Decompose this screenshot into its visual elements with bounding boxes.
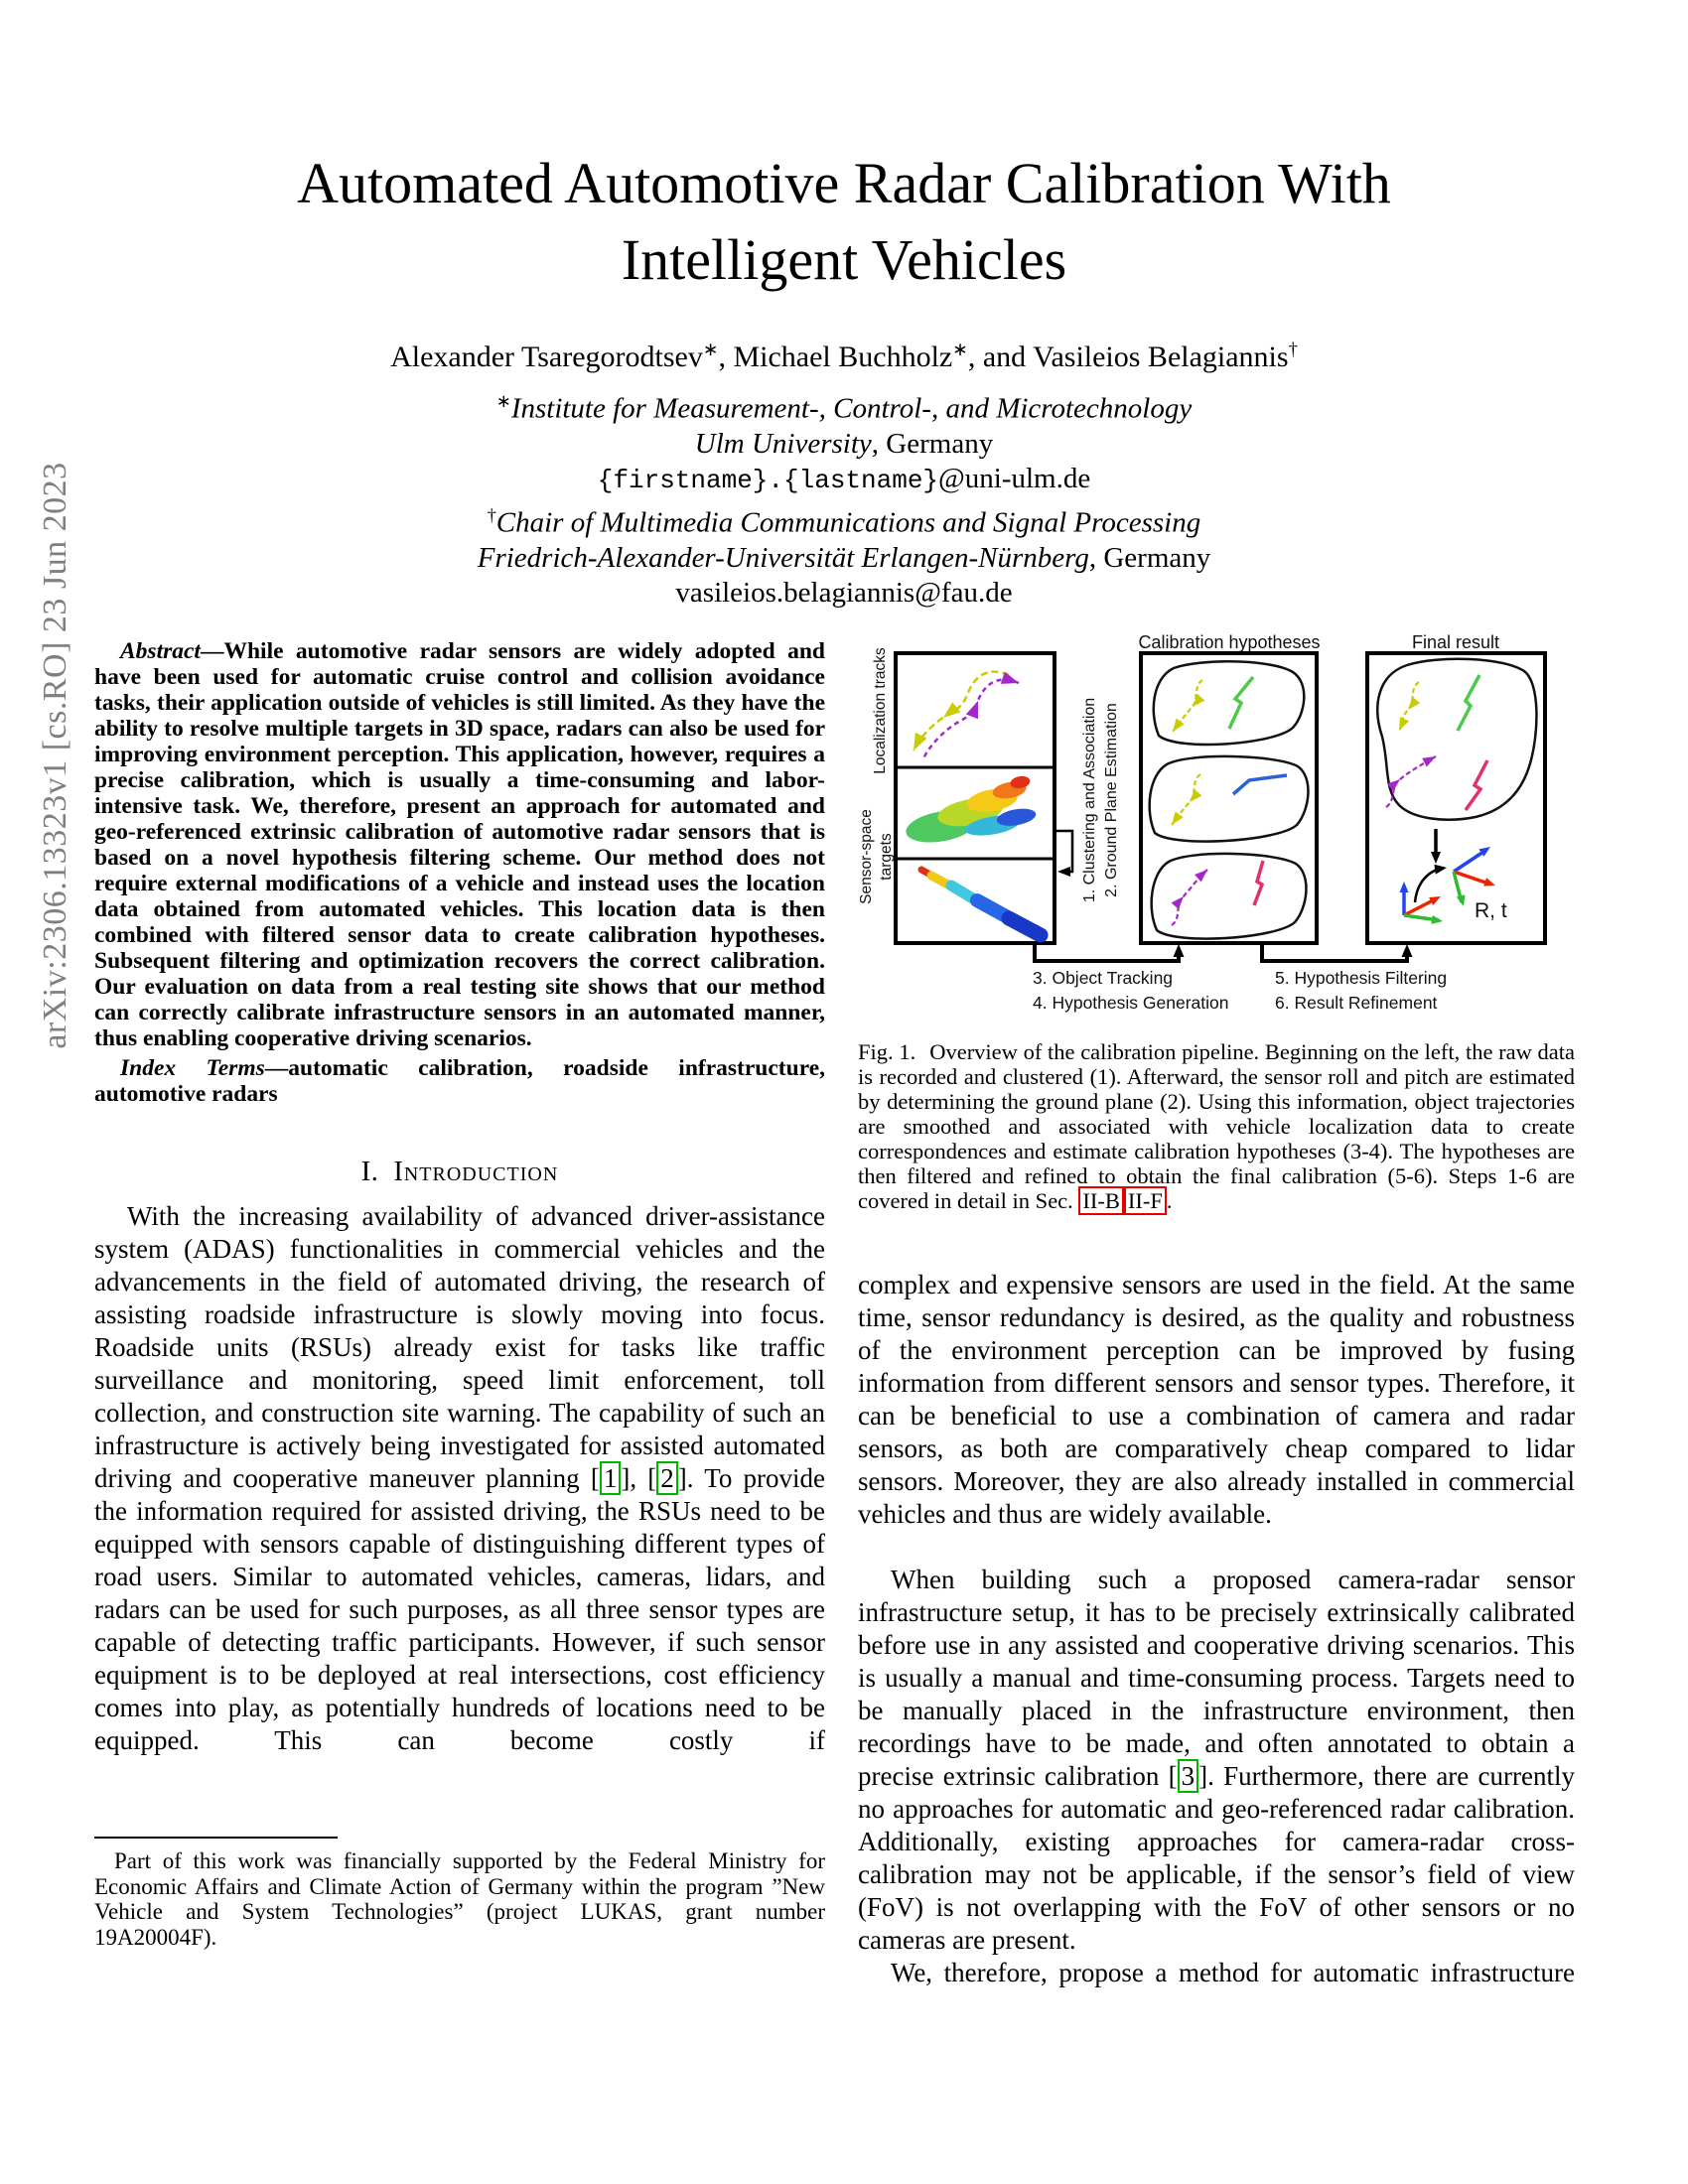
citation-link-2[interactable]: 2 [656,1461,678,1495]
intro-text: With the increasing availability of advanced driver-assistance system (ADAS) functionalities in commercial vehicles and the advancements in the field of automated driving, the research of assisting roadside infrastructure is slowly moving into focus. Roadside units (RSUs) already exist for tasks like traffic surveillance and monitoring, speed limit enforcement, toll collection, and construction site warning. The capability of such an infrastructure is actively being investigated for assisted automated driving and cooperative maneuver planning [ [94,1201,825,1493]
figure-caption-label: Fig. 1. [858,1039,916,1064]
author-name: Michael Buchholz [733,341,953,374]
paper-header [0,145,1688,611]
calibration-pipeline-diagram [858,615,1575,1024]
affiliation-line [0,462,1688,498]
step-1-2-label-line2: 2. Ground Plane Estimation [1103,703,1120,897]
body-text: ]. Furthermore, there are currently no approaches for automatic and geo-referenced radar calibration. Additionally, existing approaches for camera-radar cross-calibration may not be applicable, if the sensor’s field of view (FoV) is not overlapping with the FoV of other sensors or no cameras are present. [858,1761,1575,1955]
right-column [858,615,1575,1989]
step-5-label: 5. Hypothesis Filtering [1275,968,1448,988]
affiliation-institute: Institute for Measurement-, Control-, and Microtechnology [510,392,1193,425]
affiliation-line [0,576,1688,611]
body-paragraph: We, therefore, propose a method for automatic infrastructure [891,1958,1575,1987]
final-result-box [1367,653,1545,943]
localization-tracks-label: Localization tracks [872,647,889,774]
step-3-4-connector [1035,943,1185,961]
abstract-paragraph [94,638,825,1051]
affiliation-line [0,384,1688,427]
intro-paragraph [94,1200,825,1757]
paper-title [0,145,1688,298]
author-mark: ∗ [702,340,719,361]
intro-text: ], [ [621,1463,657,1493]
final-result-title: Final result [1411,632,1500,652]
affiliation-country: , Germany [871,427,994,460]
author-list [0,340,1688,374]
step-6-label: 6. Result Refinement [1275,993,1438,1013]
index-terms-label: Index Terms [120,1055,265,1081]
author-name: Alexander Tsaregorodtsev [390,341,703,374]
abstract-label: Abstract [120,638,201,664]
affiliation-institute: Chair of Multimedia Communications and Signal Processing [495,506,1201,539]
affiliation-mark: ∗ [495,391,511,412]
left-column [94,638,825,1757]
citation-link-3[interactable]: 3 [1178,1759,1199,1793]
email-address: vasileios.belagiannis@fau.de [675,576,1013,609]
abstract-text: —While automotive radar sensors are widely adopted and have been used for automatic cruise control and collision avoidance tasks, their application outside of vehicles is still limited. As they have the ability to resolve multiple targets in 3D space, radars can also be used for improving environment perception. This application, however, requires a precise calibration, which is usually a time-consuming and labor-intensive task. We, therefore, present an approach for automated and geo-referenced extrinsic calibration of automotive radar sensors that is based on a novel hypothesis filtering scheme. Our method does not require external modifications of a vehicle and instead uses the location data obtained from automated vehicles. This location data is then combined with filtered sensor data to create calibration hypotheses. Subsequent filtering and optimization recovers the correct calibration. Our evaluation on data from a real testing site shows that our method can correctly calibrate infrastructure sensors in an automated manner, thus enabling cooperative driving scenarios. [94,638,825,1051]
intro-text: ]. To provide the information required for assisted driving, the RSUs need to be equipped with sensors capable of distinguishing different types of road users. Similar to automated vehicles, cameras, lidars, and radars can be used for such purposes, as all three sensor types are capable of detecting traffic participants. However, if such sensor equipment is to be deployed at real intersections, cost efficiency comes into play, as potentially hundreds of locations need to be equipped. This can become costly if [94,1463,825,1755]
affiliations [0,384,1688,610]
author-separator: , and [967,341,1034,374]
index-terms-text: —automatic calibration, roadside infrastructure, automotive radars [94,1055,826,1107]
sensor-space-label-line1: Sensor-space [858,809,875,904]
body-text: When building such a proposed camera-radar sensor infrastructure setup, it has to be precisely extrinsically calibrated before use in any assisted and cooperative driving scenarios. This is usually a manual and time-consuming process. Targets need to be manually placed in the infrastructure environment, then recordings have to be made, and often annotated to obtain a precise extrinsic calibration [ [858,1565,1575,1791]
affiliation-country: , Germany [1088,541,1211,574]
step-1-2-label-line1: 1. Clustering and Association [1081,697,1098,903]
footnote [94,1837,825,1950]
affiliation-line [0,498,1688,541]
rt-label: R, t [1475,899,1507,922]
section-heading-introduction [94,1157,825,1188]
step-3-label: 3. Object Tracking [1033,968,1174,988]
email-domain: @uni-ulm.de [938,462,1091,494]
section-ref-link-IIF[interactable]: II-F [1124,1186,1167,1215]
step-4-label: 4. Hypothesis Generation [1033,993,1229,1013]
author-separator: , [718,341,734,374]
citation-link-1[interactable]: 1 [600,1461,622,1495]
title-line-2: Intelligent Vehicles [621,227,1067,293]
section-title: Introduction [393,1157,559,1187]
affiliation-line [0,427,1688,462]
author-mark: ∗ [952,340,968,361]
affiliation-mark: † [487,504,496,525]
step-5-6-connector [1262,943,1413,961]
section-ref-link-IIB[interactable]: II-B [1078,1186,1124,1215]
figure-1-caption [858,1039,1575,1213]
calibration-hypotheses-box [1141,653,1317,943]
body-paragraph: complex and expensive sensors are used in the field. At the same time, sensor redundancy is desired, as the quality and robustness of the environment perception can be improved by fusing information from different sensors and sensor types. Therefore, it can be beneficial to use a combination of camera and radar sensors, as both are comparatively cheap compared to lidar sensors. Moreover, they are also already installed in commercial vehicles and thus are widely available. [858,1270,1575,1529]
author-mark: † [1288,340,1298,361]
calibration-hypotheses-title: Calibration hypotheses [1138,632,1321,652]
sensor-space-label-line2: targets [878,833,895,881]
body-paragraph [858,1564,1575,1957]
affiliation-university: Friedrich-Alexander-Universität Erlangen-Nürnberg [477,541,1089,574]
arxiv-sidebar-label: arXiv:2306.13323v1 [cs.RO] 23 Jun 2023 [37,462,73,1049]
affiliation-university: Ulm University [694,427,872,460]
figure-caption-end: . [1166,1188,1173,1213]
email-pattern: {firstname}.{lastname} [597,465,939,495]
affiliation-line [0,541,1688,576]
title-line-1: Automated Automotive Radar Calibration With [297,151,1391,215]
section-number: I. [360,1157,379,1187]
clustering-connector-arrow [1055,831,1072,877]
footnote-rule [94,1837,338,1839]
footnote-text: Part of this work was financially supported by the Federal Ministry for Economic Affairs and Climate Action of Germany within the program ”New Vehicle and System Technologies” (project LUKAS, grant number 19A20004F). [94,1848,825,1950]
author-name: Vasileios Belagiannis [1033,341,1289,374]
index-terms-paragraph [94,1055,825,1107]
figure-caption-text: Overview of the calibration pipeline. Beginning on the left, the raw data is recorded and clustered (1). Afterward, the sensor roll and pitch are estimated by determining the ground plane (2). Using this information, object trajectories are smoothed and associated with vehicle localization data to create correspondences and estimate calibration hypotheses (3-4). The hypotheses are then filtered and refined to obtain the final calibration (5-6). Steps 1-6 are covered in detail in Sec. [858,1039,1575,1213]
figure-1 [858,615,1575,1213]
